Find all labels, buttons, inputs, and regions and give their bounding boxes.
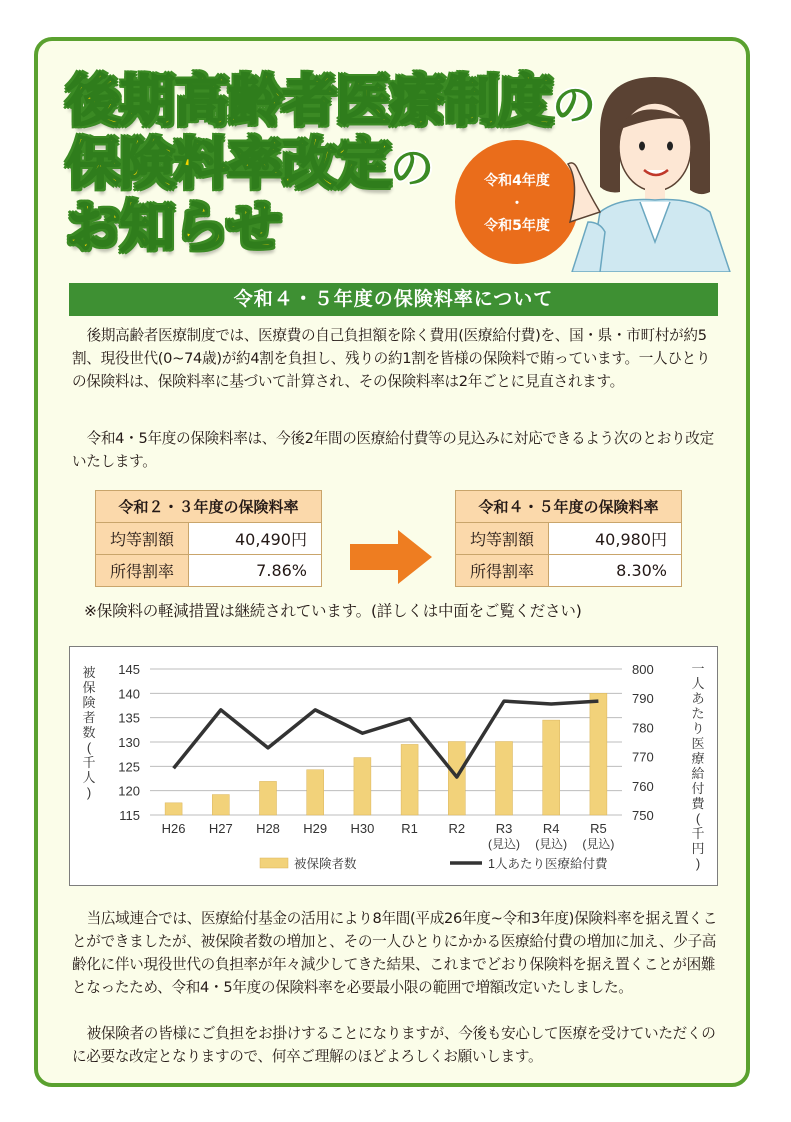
x-tick-label: H30 bbox=[350, 821, 375, 836]
bar-insured bbox=[212, 795, 229, 815]
new-rate-value-1: 40,980円 bbox=[549, 523, 682, 555]
right-tick-label: 770 bbox=[632, 749, 654, 765]
x-tick-sublabel: (見込) bbox=[582, 837, 615, 851]
bar-insured bbox=[354, 758, 371, 815]
old-rate-label-2: 所得割率 bbox=[96, 555, 189, 587]
old-rate-value-2: 7.86% bbox=[189, 555, 322, 587]
left-axis-label: 被保険者数(千人) bbox=[82, 665, 96, 800]
bar-insured bbox=[260, 781, 277, 815]
x-tick-label: H29 bbox=[303, 821, 328, 836]
new-rate-value-2: 8.30% bbox=[549, 555, 682, 587]
old-rate-value-1: 40,490円 bbox=[189, 523, 322, 555]
left-tick-label: 130 bbox=[118, 735, 140, 750]
x-tick-label: R2 bbox=[448, 821, 466, 836]
legend-label-benefit: 1人あたり医療給付費 bbox=[488, 857, 608, 871]
x-tick-label: R1 bbox=[401, 821, 418, 836]
right-tick-label: 760 bbox=[632, 778, 654, 794]
right-tick-label: 790 bbox=[632, 691, 654, 707]
new-rate-label-1: 均等割額 bbox=[456, 523, 549, 555]
right-tick-label: 800 bbox=[632, 662, 654, 677]
bar-insured bbox=[165, 803, 182, 815]
insured-and-benefit-chart bbox=[70, 647, 717, 885]
x-tick-sublabel: (見込) bbox=[535, 837, 568, 851]
line-benefit-per-person bbox=[174, 701, 599, 777]
change-paragraph: 令和4・5年度の保険料率は、今後2年間の医療給付費等の見込みに対応できるよう次のとおり改定いたします。 bbox=[72, 430, 714, 470]
closing-paragraph-1: 当広域連合では、医療給付基金の活用により8年間(平成26年度~令和3年度)保険料率を据え置くことができましたが、被保険者数の増加と、その一人ひとりにかかる医療給付費の増加に加え、少子高齢化に伴い現役世代の負担率が年々減少してきた結果、これまでどおり保険料を据え置くことが困難となったため、令和4・5年度の保険料率を必要最小限の範囲で増額改定いたしました。 bbox=[72, 910, 718, 996]
title-line-3: お知らせ bbox=[66, 195, 281, 259]
x-tick-label: R5 bbox=[590, 821, 607, 836]
left-tick-label: 125 bbox=[118, 759, 140, 775]
left-tick-label: 140 bbox=[118, 686, 140, 702]
old-rates-table bbox=[95, 490, 322, 587]
left-tick-label: 145 bbox=[118, 662, 140, 677]
left-tick-label: 115 bbox=[119, 808, 140, 823]
left-tick-label: 135 bbox=[118, 710, 140, 726]
left-tick-label: 120 bbox=[118, 783, 140, 799]
new-rates-title: 令和４・５年度の保険料率 bbox=[456, 491, 682, 523]
legend-swatch-insured bbox=[260, 858, 288, 868]
right-arrow-icon bbox=[350, 530, 432, 584]
x-tick-label: R4 bbox=[542, 821, 560, 836]
right-tick-label: 750 bbox=[632, 808, 654, 823]
title-line-1: 後期高齢者医療制度の bbox=[66, 69, 596, 133]
woman-pointing-illustration bbox=[560, 72, 746, 272]
bar-insured bbox=[543, 720, 560, 815]
new-rates-table bbox=[455, 490, 682, 587]
right-tick-label: 780 bbox=[632, 720, 654, 736]
x-tick-label: H27 bbox=[208, 821, 233, 836]
right-axis-label: 一人あたり医療給付費(千円) bbox=[691, 661, 705, 871]
bar-insured bbox=[307, 770, 324, 815]
closing-paragraph-2: 被保険者の皆様にご負担をお掛けすることになりますが、今後も安心して医療を受けていただくのに必要な改定となりますので、何卒ご理解のほどよろしくお願いします。 bbox=[72, 1025, 716, 1065]
intro-paragraph: 後期高齢者医療制度では、医療費の自己負担額を除く費用(医療給付費)を、国・県・市町村が約5割、現役世代(0~74歳)が約4割を負担し、残りの約1割を皆様の保険料で賄っています。一人ひとりの保険料は、保険料率に基づいて計算され、その保険料率は2年ごとに見直されます。 bbox=[72, 327, 711, 390]
reduction-note: ※保険料の軽減措置は継続されています。(詳しくは中面をご覧ください) bbox=[84, 602, 582, 620]
old-rates-title: 令和２・３年度の保険料率 bbox=[96, 491, 322, 523]
section-title-bar: 令和４・５年度の保険料率について bbox=[69, 283, 718, 316]
old-rate-label-1: 均等割額 bbox=[96, 523, 189, 555]
title-line-2: 保険料率改定の bbox=[66, 132, 434, 196]
fiscal-year-badge: 令和4年度 ・ 令和5年度 bbox=[455, 140, 579, 264]
new-rate-label-2: 所得割率 bbox=[456, 555, 549, 587]
bar-insured bbox=[590, 693, 607, 815]
x-tick-sublabel: (見込) bbox=[488, 837, 520, 851]
bar-insured bbox=[496, 742, 513, 815]
x-tick-label: H26 bbox=[161, 821, 186, 836]
x-tick-label: H28 bbox=[256, 821, 280, 836]
legend-label-insured: 被保険者数 bbox=[294, 857, 357, 871]
x-tick-label: R3 bbox=[495, 821, 513, 836]
bar-insured bbox=[401, 744, 418, 815]
chart-box bbox=[69, 646, 718, 886]
